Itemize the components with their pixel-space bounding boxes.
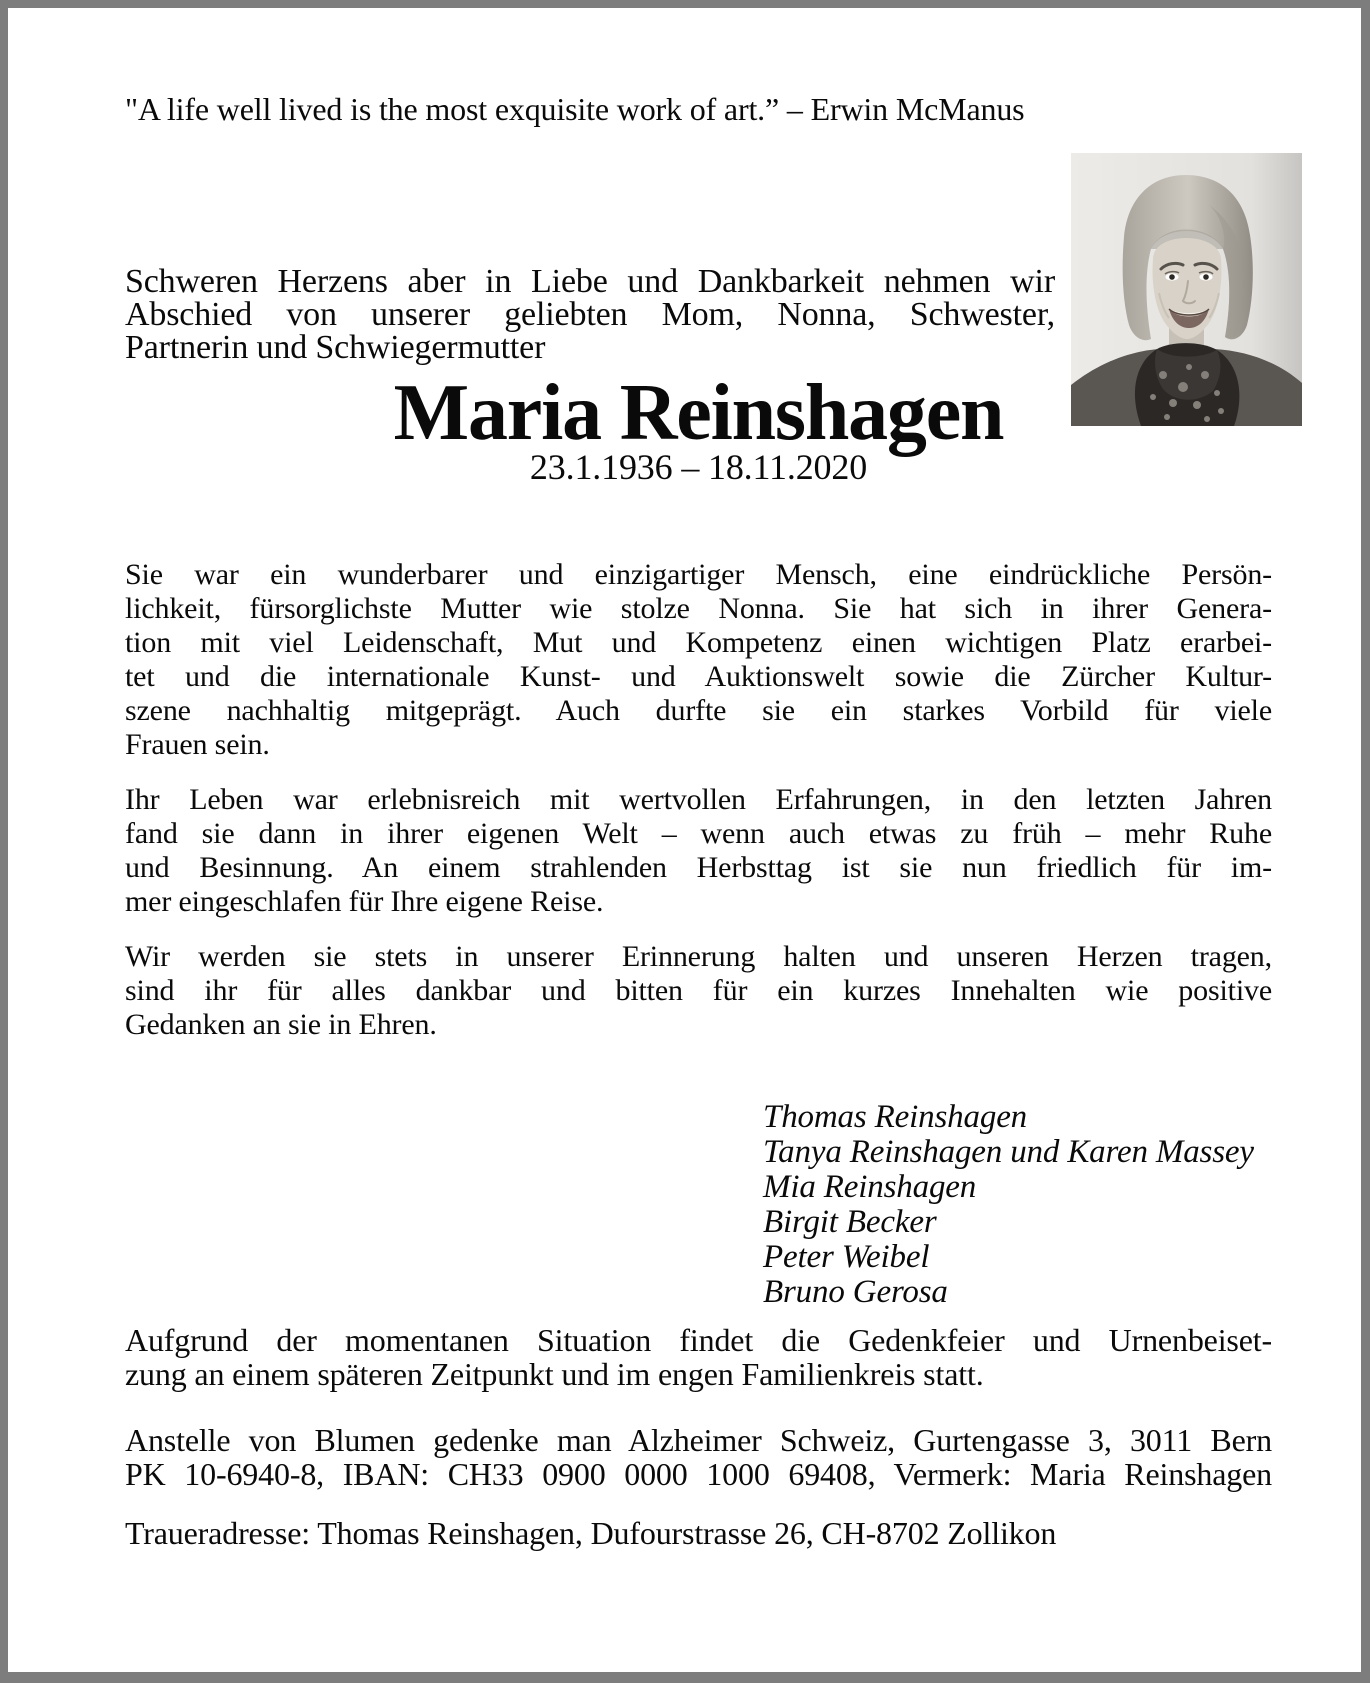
text-line: mer eingeschlafen für Ihre eigene Reise. bbox=[125, 885, 604, 918]
text-line: Thomas Reinshagen bbox=[763, 1099, 1028, 1135]
text-line: PK 10-6940-8, IBAN: CH33 0900 0000 1000 69408, Vermerk: Maria Reinshagen bbox=[125, 1456, 1272, 1492]
life-dates: 23.1.1936 – 18.11.2020 bbox=[529, 447, 868, 487]
body-paragraph-2 bbox=[125, 783, 1272, 919]
text-line: fand sie dann in ihrer eigenen Welt – wenn auch etwas zu früh – mehr Ruhe bbox=[125, 817, 1272, 850]
text-line: Birgit Becker bbox=[763, 1204, 937, 1240]
portrait-photo bbox=[1071, 153, 1302, 426]
portrait-image bbox=[1071, 153, 1302, 426]
text-line: Bruno Gerosa bbox=[763, 1274, 948, 1310]
text-line: Wir werden sie stets in unserer Erinnerung halten und unseren Herzen tragen, bbox=[125, 940, 1272, 973]
text-line: tion mit viel Leidenschaft, Mut und Kompetenz einen wichtigen Platz erarbei- bbox=[125, 626, 1272, 659]
text-line: Aufgrund der momentanen Situation findet die Gedenkfeier und Urnenbeiset- bbox=[125, 1322, 1272, 1358]
text-line: Peter Weibel bbox=[763, 1239, 930, 1275]
memorial-notice-paragraph bbox=[125, 1323, 1272, 1391]
signatories-list bbox=[763, 1100, 1272, 1310]
text-line: Ihr Leben war erlebnisreich mit wertvollen Erfahrungen, in den letzten Jahren bbox=[125, 783, 1272, 816]
text-line: Frauen sein. bbox=[125, 728, 270, 761]
intro-paragraph bbox=[125, 265, 1055, 364]
text-line: Schweren Herzens aber in Liebe und Dankbarkeit nehmen wir bbox=[125, 263, 1055, 300]
body-paragraph-1 bbox=[125, 558, 1272, 762]
text-line: Mia Reinshagen bbox=[763, 1169, 977, 1205]
condolence-address-line bbox=[125, 1516, 1272, 1550]
deceased-name: Maria Reinshagen bbox=[393, 369, 1004, 457]
text-line: tet und die internationale Kunst- und Auktionswelt sowie die Zürcher Kultur- bbox=[125, 660, 1272, 693]
text-line: szene nachhaltig mitgeprägt. Auch durfte sie ein starkes Vorbild für viele bbox=[125, 694, 1272, 727]
epigraph-quote: "A life well lived is the most exquisite work of art.” – Erwin McManus bbox=[125, 91, 1025, 127]
text-line: Tanya Reinshagen und Karen Massey bbox=[763, 1134, 1254, 1170]
text-line: zung an einem späteren Zeitpunkt und im engen Familienkreis statt. bbox=[125, 1356, 984, 1392]
text-line: lichkeit, fürsorglichste Mutter wie stolze Nonna. Sie hat sich in ihrer Genera- bbox=[125, 592, 1272, 625]
text-line: Partnerin und Schwiegermutter bbox=[125, 329, 546, 366]
text-line: Gedanken an sie in Ehren. bbox=[125, 1008, 437, 1041]
donation-notice-paragraph bbox=[125, 1423, 1272, 1491]
text-line: Abschied von unserer geliebten Mom, Nonna, Schwester, bbox=[125, 296, 1055, 333]
text-line: Sie war ein wunderbarer und einzigartiger Mensch, eine eindrückliche Persön- bbox=[125, 558, 1272, 591]
text-line: Traueradresse: Thomas Reinshagen, Dufourstrasse 26, CH-8702 Zollikon bbox=[125, 1515, 1057, 1551]
text-line: sind ihr für alles dankbar und bitten für ein kurzes Innehalten wie positive bbox=[125, 974, 1272, 1007]
text-line: und Besinnung. An einem strahlenden Herbsttag ist sie nun friedlich für im- bbox=[125, 851, 1272, 884]
body-paragraph-3 bbox=[125, 940, 1272, 1042]
text-line: Anstelle von Blumen gedenke man Alzheimer Schweiz, Gurtengasse 3, 3011 Bern bbox=[125, 1422, 1272, 1458]
